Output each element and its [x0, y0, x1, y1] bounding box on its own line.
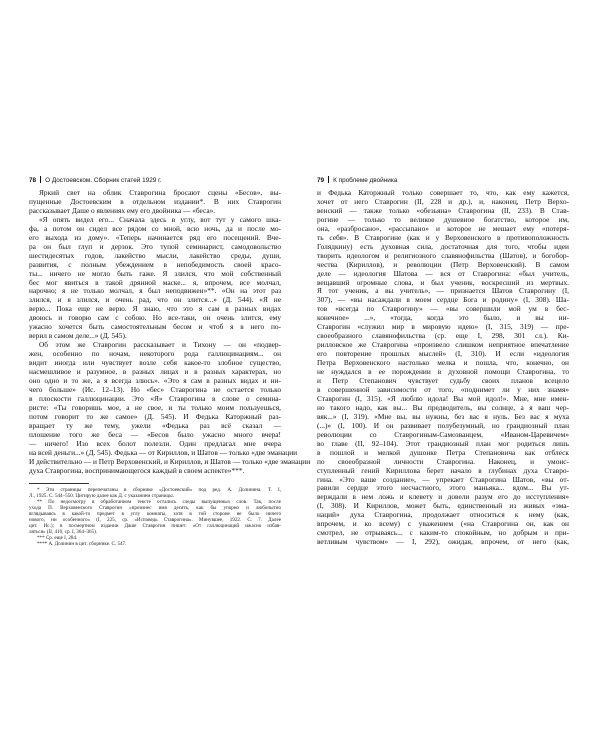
- left-page-number: 78: [29, 177, 37, 184]
- text-line: пущенные Достоевским в отдельном издании*. В них Ставрогин: [29, 196, 281, 206]
- text-line: равили сердце этого несчастного, этого маньяка... ядом... Вы ут-: [317, 483, 569, 493]
- text-line: Яркий свет на облик Ставрогина бросают сцены «Бесов», вы-: [39, 188, 281, 197]
- text-line: потом говорит то же самое» (Д. 545). И Федька Каторжный раз-: [29, 411, 281, 421]
- text-line: его выхода из дому». «Теперь начинается ряд его посещений. Вче-: [29, 232, 281, 242]
- text-line: революции со Ставрогиным-Самозванцем, «Иваном-Царевичем»: [317, 429, 569, 439]
- text-line: оно одно и то же, а я всегда злюсь». «Это я сам в разных видах и ни-: [29, 376, 281, 386]
- text-line: Голядкину) есть духовная сила, достаточная для того, чтобы идеи: [317, 241, 569, 251]
- text-line: Ставрогин «служил мир в мировую идею» (I, 315, 319) — пре-: [317, 322, 569, 332]
- text-line: (...)» (I, 100). И он развивает полубезумный, но грандиозный план: [317, 420, 569, 430]
- footnote-divider: [29, 483, 89, 484]
- text-line: венский — также только «обезьяна» Ставрогина (II, 233). В Став-: [317, 205, 569, 215]
- text-line: ты... ничего не могло быть гаже. Я злился, что мой собственный: [29, 268, 281, 278]
- text-line: жен, особенно по ночам, некоторого рода галлюцинациям... он: [29, 349, 281, 359]
- text-line: во главе (II, 92–104). Этот грандиозный план мог родиться лишь: [317, 438, 569, 448]
- text-line: — ничего! Изо всех болот полезли. Один предлагал мне вчера: [29, 438, 281, 448]
- text-line: конечное» ...», «тогда, когда это было, и вы ни-: [317, 313, 569, 323]
- text-line: 307), — «вы насаждали в моем сердце Бога и родину» (I, 308). Ша-: [317, 295, 569, 305]
- text-line: ступленный гений Кириллова берет начало в глубинах духа Ставро-: [317, 465, 569, 475]
- footnote-line: Л., 1925. С. 544–550. Цитирую далее как Д. с указанием страницы.: [29, 492, 174, 499]
- text-line: на всей деньги...» (Д. 545). Федька — от Кириллов, и Шатов — только «две эманации: [29, 447, 298, 457]
- footnote-line: нового, ни особенного» (I, 225, ср. «Исповедь Ставрогина». Минувшее, 1922. С. 7. Далее: [29, 516, 281, 523]
- text-line: ра он был глуп и дерзок. Это тупой семинарист, самодовольство: [29, 241, 281, 251]
- text-line: его повторение прошлых мыслей» (I, 310). И если «идеология: [317, 349, 569, 359]
- text-line: злился, и я злился, и очень рад, что он злится...» (Д. 544). «Я не: [29, 295, 281, 305]
- text-line: верждали в нем ложь и клевету и довели разум его до исступления»: [317, 492, 569, 502]
- text-line: ть себя». В Ставрогине (как и у Верховенского в противоположность: [317, 232, 569, 242]
- footnote-line: *** Ср. еще I, 284.: [37, 535, 78, 542]
- footnote-line: **** А. Долинин в цит. сборнике. С. 547.: [37, 541, 127, 548]
- footnote-line: вглядываясь в какой-то предмет в углу комнаты, хотя в той стороне не было ничего: [29, 510, 281, 517]
- left-page-footnotes: [29, 487, 281, 548]
- text-line: в пошлой и мелкой душонке Петра Степановича как отблеск: [317, 447, 569, 457]
- text-line: (I, 308). И Кириллов, может быть, единственный из живых «эма-: [317, 501, 569, 511]
- text-line: верил в самом деле...» (Д. 545).: [29, 331, 127, 341]
- text-line: плошение того же беса — «Бесов было ужасно много вчера!: [29, 429, 281, 439]
- footnote-line: ухода П. Верховенского Ставрогин «произнес имя десять, как бы упорно и любопытно: [29, 504, 281, 511]
- text-line: чества (Кириллов), и революции (Петр Верховенский). В самом: [317, 259, 569, 269]
- text-line: и Федька Каторжный только совершает то, что, как ему кажется,: [317, 188, 569, 197]
- text-line: Петра Верховенского настолько мелка и пошла, что, конечно, он: [317, 358, 569, 368]
- text-line: Ставрогин (I, 315). «Я люблю идола! Вы мой идол!». Мне, мне имен-: [317, 393, 569, 403]
- text-line: гина. «Это ваше создание», — упрекает Ставрогина Шатов, «вы от-: [317, 474, 569, 484]
- text-line: видит иногда или чувствует возле себя какое-то злобное существо,: [29, 358, 281, 368]
- text-line: наций» духа Ставрогина, продолжает относиться к нему (как,: [317, 510, 569, 520]
- text-line: в совершенной зависимости от того, «поднимет ли у них знамя»: [317, 384, 569, 394]
- header-separator: [328, 176, 329, 183]
- text-line: ужасно хочется быть самостоятельным бесом и чтоб я в него по-: [29, 322, 281, 332]
- text-line: в плоскости галлюцинации. Это «Я» Ставрогина в слове о семина-: [29, 393, 281, 403]
- footnote-line: ляться» (II, 410, ср. I, 364–365).: [29, 529, 98, 536]
- text-line: фа, а потом он сидел все рядом со мной, всю ночь, да и после мо-: [29, 223, 281, 233]
- text-line: деле — идеология Шатова — вся от Ставрогина: «был учитель,: [317, 268, 569, 278]
- footnote-line: цит. Ис.); в посмертном издании Даше Ставрогин пишет: «От галлюцинаций ижасно избав-: [29, 523, 281, 530]
- header-separator: [40, 176, 41, 183]
- text-line: шестидесятых годов, лакейство мысли, лакейство среды, души,: [29, 250, 281, 260]
- text-line: насмешливое и разумное, в разных лицах и в разных характерах, но: [29, 367, 281, 377]
- text-line: впрочем, и ко всему) с уважением («на Ставрогина он, как он: [317, 519, 569, 529]
- right-running-title: К проблеме двойника: [333, 177, 398, 184]
- left-page-body: [29, 188, 311, 476]
- text-line: вращает ту же тему, ужели «Федька раз всё сказал —: [29, 420, 281, 430]
- text-line: Об этом же Ставрогин рассказывает и Тихону — он «подвер-: [39, 340, 281, 350]
- text-line: чего больше» (Ис. 12–13). Но «бес» Ставрогина не остается только: [29, 384, 281, 394]
- text-line: духа Ставрогина, воспринимающегося каждый в своем аспекте»***.: [29, 465, 245, 475]
- left-running-title: О Достоевском. Сборник статей 1929 г.: [45, 177, 162, 184]
- right-page-header: [317, 176, 569, 184]
- text-line: рилловское же Ставрогина «произвело слишком неприятное впечатление: [317, 340, 569, 350]
- text-line: верю... Пока еще не верю. Я знаю, что это я сам в разных видах: [29, 304, 281, 314]
- left-page-header: [29, 176, 281, 184]
- text-line: бес мог явиться в такой дрянной маске... я, впрочем, все молчал,: [29, 277, 281, 287]
- text-line: не нуждался в ее порождении в духовной помощи Ставрогина, то: [317, 367, 569, 377]
- right-page-body: [317, 189, 569, 547]
- text-line: ветливым чувством» — I, 292), ожидая, впрочем, от него (как,: [317, 537, 569, 547]
- text-line: Я тот ученик, а вы учитель», — признается Шатов Ставрогину (I,: [317, 286, 569, 296]
- text-line: творить идеологом и религиозного славянофильства (Шатов), и богобор-: [317, 250, 569, 260]
- text-line: рассказывает Даше о явлениях ему его двойника — «беса».: [29, 205, 216, 215]
- text-line: хочет от него Ставрогин (II, 228 и др.), и, наконец, Петр Верхо-: [317, 196, 569, 206]
- text-line: развития, с полным убеждением в непобедимость своей красо-: [29, 259, 281, 269]
- text-line: рогине — только то великое душевное богатство, которое им,: [317, 214, 569, 224]
- text-line: но такого надо, как вы... Вы предводитель, вы солнце, а я ваш чер-: [317, 402, 569, 412]
- text-line: ристе: «Ты говоришь мое, а не свое, и ты только моим пользуешься,: [29, 402, 281, 412]
- footnote-line: * Эти страницы перепечатаны в сборнике «Достоевский» под ред. А. Долинина. Т. I,: [37, 486, 281, 493]
- text-line: по своеобразной личности Ставрогина. Наконец, и умоис-: [317, 456, 569, 466]
- text-line: «Я опять видел его... Сначала здесь в углу, вот тут у самого шка-: [39, 214, 281, 224]
- text-line: смотрел, не отрываясь... с каким-то спокойным, но добрым и при-: [317, 528, 569, 538]
- text-line: своеобразного славянофильства (ср. еще I, 298, 301 сл.). Ки-: [317, 331, 569, 341]
- left-page: [29, 176, 311, 548]
- text-line: она, «разбросано», «рассыпано» и которое не мешает ему «потеря-: [317, 223, 569, 233]
- text-line: двоюсь и говорю сам с собою. Но все-таки, он очень злится, ему: [29, 313, 281, 323]
- right-page-number: 79: [317, 177, 325, 184]
- text-line: вещавший огромные слова, и был ученик, воскресший из мертвых.: [317, 277, 569, 287]
- text-line: И действительно — и Петр Верховенский, и Кириллов, и Шатов — только «две эманации: [29, 456, 311, 466]
- text-line: вяк...» (I, 319). «Мне вы, вы нужны, без вас я нуль. Без вас я муха: [317, 411, 569, 421]
- footnote-line: ** По недосмотру в обработанном тексте остались следы выпущенных слов. Так, после: [37, 498, 281, 505]
- text-line: и Петр Степанович чувствует судьбу своих планов всецело: [317, 376, 569, 386]
- text-line: тов «всегда по Ставрогину» — «вы совершили мой ум в бес-: [317, 304, 569, 314]
- text-line: нарочно; я не только молчал, я был неподвижен»**. «Он на этот раз: [29, 286, 281, 296]
- right-page: [317, 176, 569, 547]
